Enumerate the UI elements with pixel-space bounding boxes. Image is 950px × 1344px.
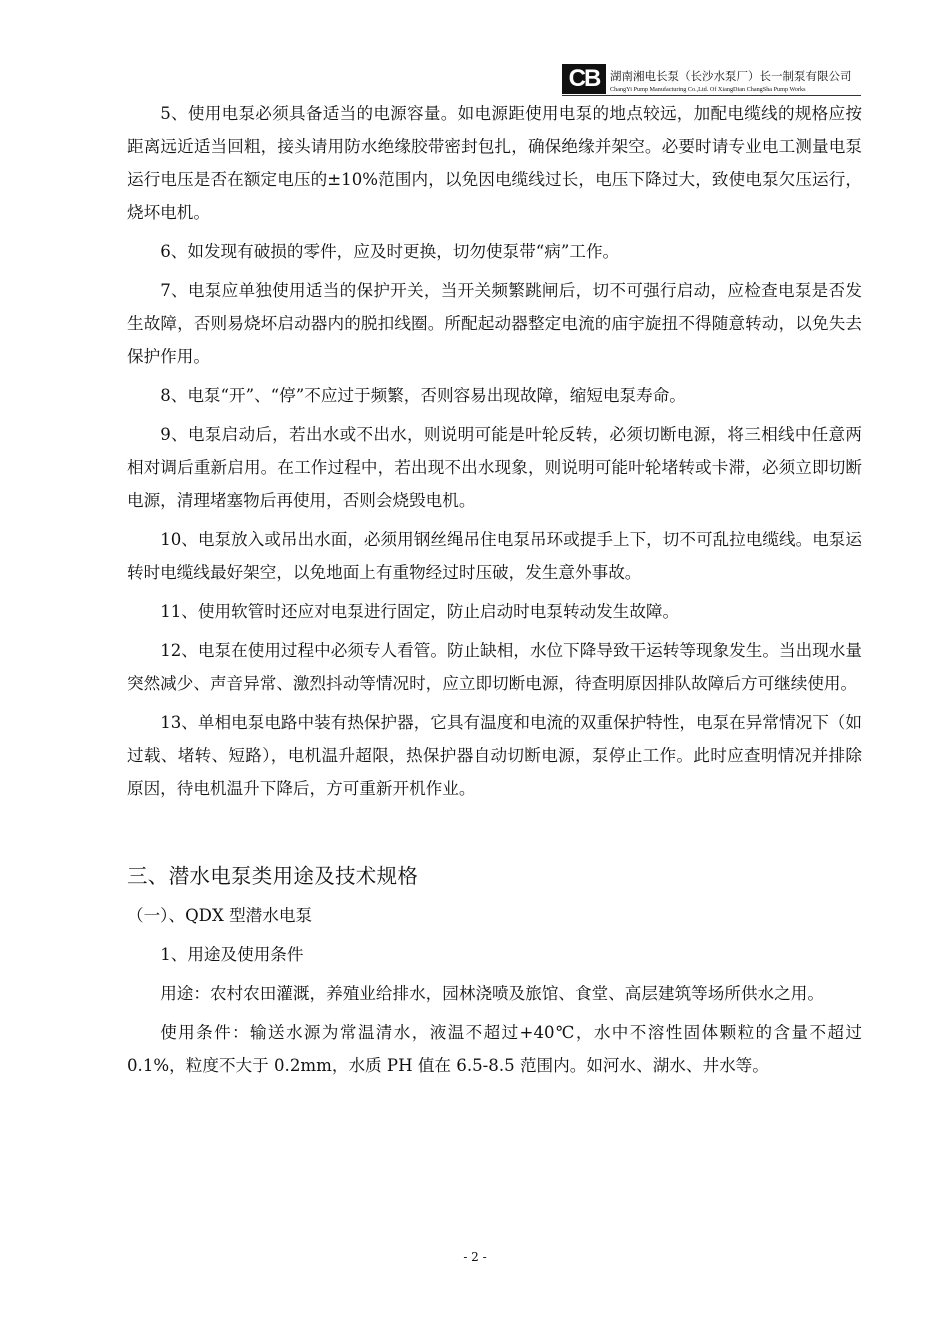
company-logo: CB xyxy=(562,64,606,94)
paragraph-item-7: 7、电泵应单独使用适当的保护开关，当开关频繁跳闸后，切不可强行启动，应检查电泵是否发生故障，否则易烧坏启动器内的脱扣线圈。所配起动器整定电流的庙宇旋扭不得随意转动，以免失去保护作用。 xyxy=(127,281,862,366)
usage-paragraph: 用途：农村农田灌溉，养殖业给排水，园林浇喷及旅馆、食堂、高层建筑等场所供水之用。 xyxy=(160,984,824,1003)
conditions-paragraph: 使用条件：输送水源为常温清水，液温不超过+40℃，水中不溶性固体颗粒的含量不超过 0.1%，粒度不大于 0.2mm，水质 PH 值在 6.5-8.5 范围内。如河水、湖水、井水等。 xyxy=(127,1023,862,1075)
header-rule xyxy=(562,95,861,96)
paragraph-item-6: 6、如发现有破损的零件，应及时更换，切勿使泵带“病”工作。 xyxy=(160,242,620,261)
paragraph-item-13: 13、单相电泵电路中装有热保护器，它具有温度和电流的双重保护特性，电泵在异常情况下（如过载、堵转、短路），电机温升超限，热保护器自动切断电源，泵停止工作。此时应查明情况并排除原因，待电机温升下降后，方可重新开机作业。 xyxy=(127,713,862,798)
paragraph-item-12: 12、电泵在使用过程中必须专人看管。防止缺相，水位下降导致干运转等现象发生。当出现水量突然减少、声音异常、激烈抖动等情况时，应立即切断电源，待查明原因排队故障后方可继续使用。 xyxy=(127,641,862,693)
company-name-english: ChangYi Pump Manufacturing Co.,Ltd. Of XiangDian ChangSha Pump Works xyxy=(610,86,806,93)
document-body xyxy=(127,97,862,1088)
section-title: 三、潜水电泵类用途及技术规格 xyxy=(127,864,419,888)
paragraph-item-10: 10、电泵放入或吊出水面，必须用钢丝绳吊住电泵吊环或提手上下，切不可乱拉电缆线。电泵运转时电缆线最好架空，以免地面上有重物经过时压破，发生意外事故。 xyxy=(127,530,862,582)
page-number: - 2 - xyxy=(463,1250,487,1264)
company-name-chinese: 湖南湘电长泵（长沙水泵厂）长一制泵有限公司 xyxy=(610,69,852,83)
paragraph-item-8: 8、电泵“开”、“停”不应过于频繁，否则容易出现故障，缩短电泵寿命。 xyxy=(160,386,686,405)
subsection-title: （一）、QDX 型潜水电泵 xyxy=(127,906,313,925)
paragraph-item-5: 5、使用电泵必须具备适当的电源容量。如电源距使用电泵的地点较远，加配电缆线的规格应按距离远近适当回粗，接头请用防水绝缘胶带密封包扎，确保绝缘并架空。必要时请专业电工测量电泵运行电压是否在额定电压的±10%范围内，以免因电缆线过长，电压下降过大，致使电泵欠压运行，烧坏电机。 xyxy=(127,104,862,222)
item-title: 1、用途及使用条件 xyxy=(160,945,304,964)
paragraph-item-9: 9、电泵启动后，若出水或不出水，则说明可能是叶轮反转，必须切断电源，将三相线中任意两相对调后重新启用。在工作过程中，若出现不出水现象，则说明可能叶轮堵转或卡滞，必须立即切断电源，清理堵塞物后再使用，否则会烧毁电机。 xyxy=(127,425,862,510)
paragraph-item-11: 11、使用软管时还应对电泵进行固定，防止启动时电泵转动发生故障。 xyxy=(160,602,680,621)
